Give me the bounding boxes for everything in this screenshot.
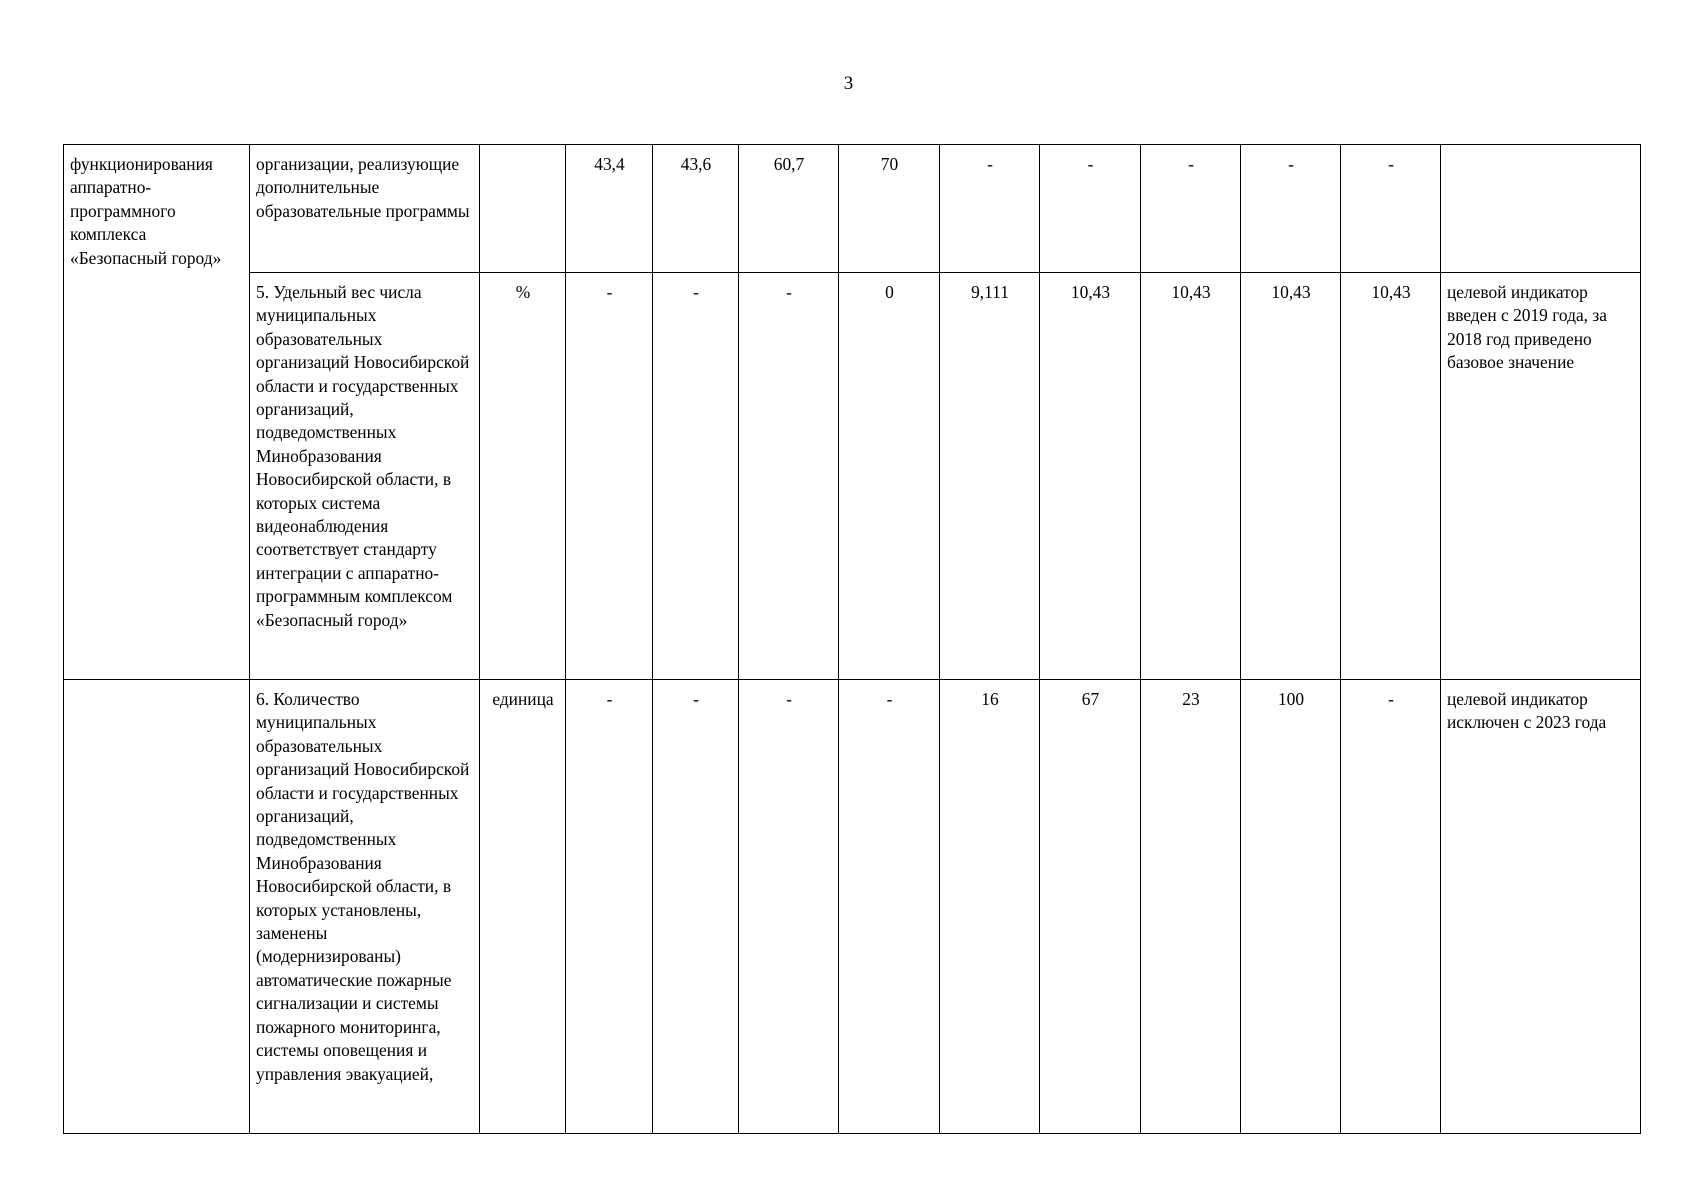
value-cell: 10,43 xyxy=(1040,273,1141,680)
value-cell: - xyxy=(653,273,739,680)
value-cell: 23 xyxy=(1141,680,1241,1134)
indicators-table xyxy=(63,144,1641,1134)
page-number: 3 xyxy=(843,73,854,94)
unit-cell: % xyxy=(480,273,566,680)
indicator-cell: организации, реализующие дополнительные образовательные программы xyxy=(250,145,480,273)
note-cell: целевой индикатор исключен с 2023 года xyxy=(1441,680,1641,1134)
indicator-cell: 6. Количество муниципальных образовательных организаций Новосибирской области и государственных организаций, подведомственных Минобразования Новосибирской области, в которых установлены, заменены (модернизированы) автоматические пожарные сигнализации и системы пожарного мониторинга, системы оповещения и управления эвакуацией, xyxy=(250,680,480,1134)
value-cell: 60,7 xyxy=(739,145,839,273)
unit-cell xyxy=(480,145,566,273)
value-cell: - xyxy=(1241,145,1341,273)
value-cell: - xyxy=(739,680,839,1134)
value-cell: 100 xyxy=(1241,680,1341,1134)
note-cell: целевой индикатор введен с 2019 года, за 2018 год приведено базовое значение xyxy=(1441,273,1641,680)
value-cell: 43,6 xyxy=(653,145,739,273)
indicator-cell: 5. Удельный вес числа муниципальных образовательных организаций Новосибирской области и государственных организаций, подведомственных Минобразования Новосибирской области, в которых система видеонаблюдения соответствует стандарту интеграции с аппаратно-программным комплексом «Безопасный город» xyxy=(250,273,480,680)
value-cell: - xyxy=(1341,145,1441,273)
value-cell: 10,43 xyxy=(1141,273,1241,680)
value-cell: - xyxy=(940,145,1040,273)
value-cell: 70 xyxy=(839,145,940,273)
value-cell: - xyxy=(1040,145,1141,273)
note-cell xyxy=(1441,145,1641,273)
value-cell: 16 xyxy=(940,680,1040,1134)
table-row xyxy=(64,145,1641,273)
value-cell: - xyxy=(566,680,653,1134)
table-row xyxy=(64,680,1641,1134)
value-cell: - xyxy=(653,680,739,1134)
table-row xyxy=(64,273,1641,680)
value-cell: - xyxy=(1141,145,1241,273)
goal-cell: функционирования аппаратно-программного комплекса «Безопасный город» xyxy=(64,145,250,680)
value-cell: 9,111 xyxy=(940,273,1040,680)
unit-cell: единица xyxy=(480,680,566,1134)
value-cell: - xyxy=(566,273,653,680)
value-cell: 43,4 xyxy=(566,145,653,273)
value-cell: - xyxy=(839,680,940,1134)
value-cell: 10,43 xyxy=(1241,273,1341,680)
value-cell: - xyxy=(1341,680,1441,1134)
value-cell: 10,43 xyxy=(1341,273,1441,680)
value-cell: - xyxy=(739,273,839,680)
goal-cell-empty xyxy=(64,680,250,1134)
value-cell: 67 xyxy=(1040,680,1141,1134)
value-cell: 0 xyxy=(839,273,940,680)
